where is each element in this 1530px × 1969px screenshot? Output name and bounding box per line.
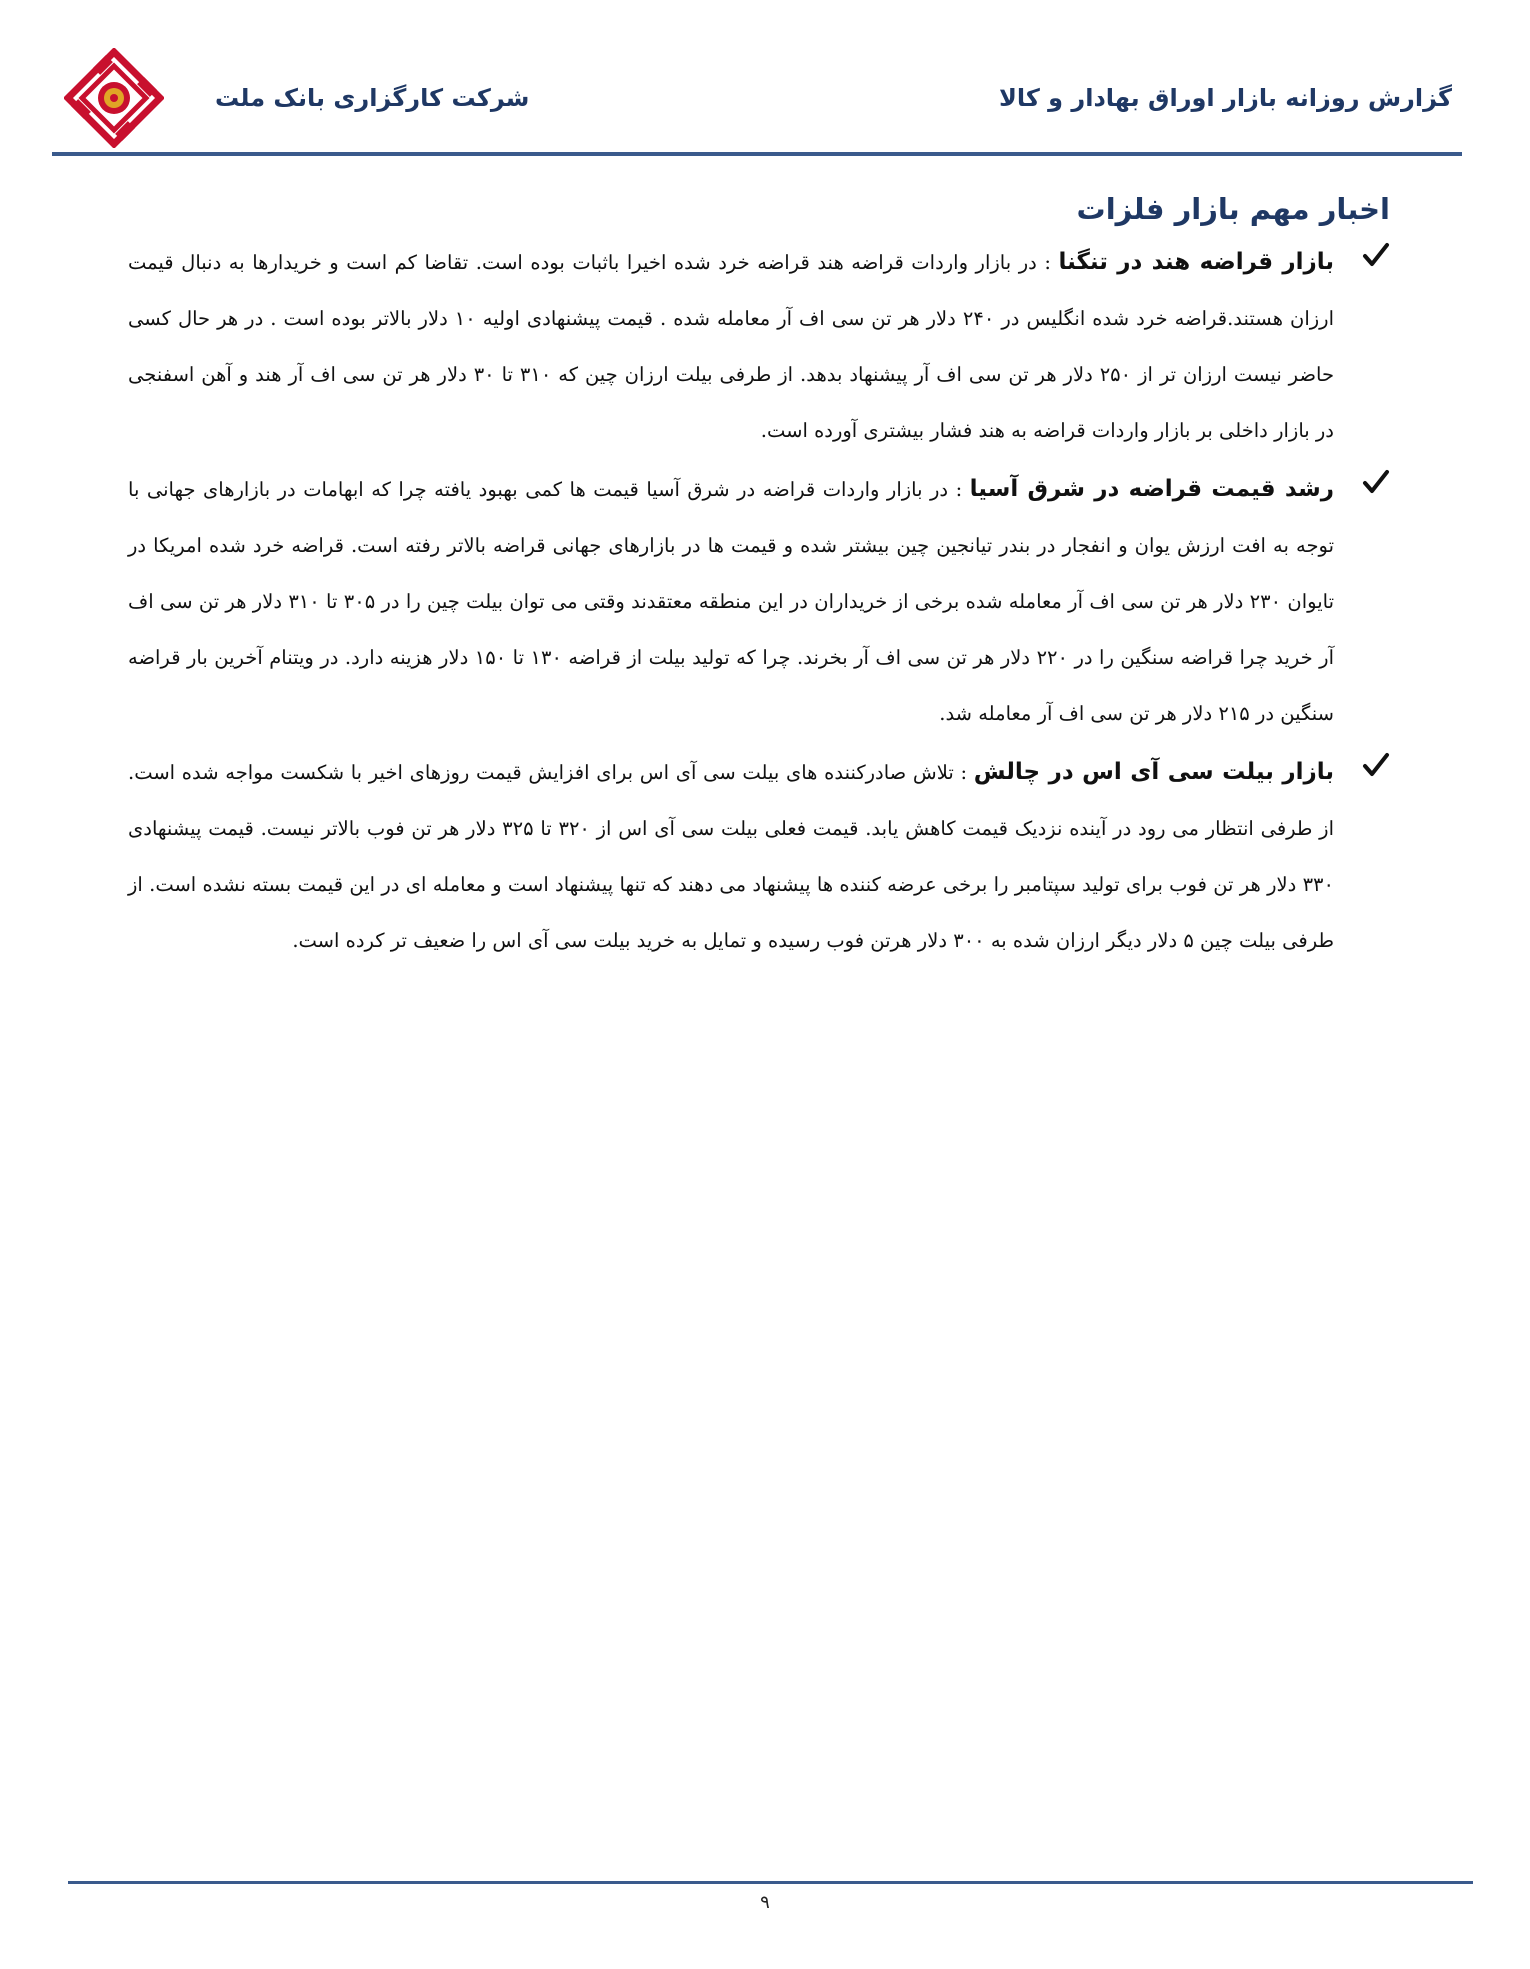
news-body: تلاش صادرکننده های بیلت سی آی اس برای افزایش قیمت روزهای اخیر با شکست مواجه شده است. از طرفی انتظار می رود در آینده نزدیک قیمت کاهش یابد. قیمت فعلی بیلت سی آی اس از ۳۲۰ تا ۳۲۵ دلار هر تن فوب بالاتر نیست. قیمت پیشنهادی ۳۳۰ دلار هر تن فوب برای تولید سپتامبر را برخی عرضه کننده ها پیشنهاد می دهند که تنها پیشنهاد است و معامله ای در این قیمت بسته نشده است. از طرفی بیلت چین ۵ دلار دیگر ارزان شده به ۳۰۰ دلار هرتن فوب رسیده و تمایل به خرید بیلت سی آی اس را ضعیف تر کرده است. [128, 761, 1335, 952]
checkmark-icon [1362, 469, 1390, 495]
section-title: اخبار مهم بازار فلزات [1076, 192, 1390, 226]
header-divider [52, 152, 1462, 156]
news-body: در بازار واردات قراضه در شرق آسیا قیمت ها کمی بهبود یافته چرا که ابهامات در بازارهای جهانی با توجه به افت ارزش یوان و انفجار در بندر تیانجین چین بیشتر شده و قیمت ها در بازارهای جهانی قراضه بالاتر رفته است. قراضه خرد شده امریکا در تایوان ۲۳۰ دلار هر تن سی اف آر معامله شده برخی از خریداران در این منطقه معتقدند وقتی می توان بیلت چین را در ۳۰۵ تا ۳۱۰ دلار هر تن سی اف آر خرید چرا قراضه سنگین را در ۲۲۰ دلار هر تن سی اف آر بخرند. چرا که تولید بیلت از قراضه ۱۳۰ تا ۱۵۰ دلار هزینه دارد. در ویتنام آخرین بار قراضه سنگین در ۲۱۵ دلار هر تن سی اف آر معامله شد. [128, 478, 1335, 725]
main-content [128, 180, 1390, 971]
news-paragraph [128, 234, 1334, 459]
news-item [128, 234, 1390, 459]
checkmark-icon [1362, 242, 1390, 268]
news-body: در بازار واردات قراضه هند قراضه خرد شده اخیرا باثبات بوده است. تقاضا کم است و خریدارها به دنبال قیمت ارزان هستند.قراضه خرد شده انگلیس در ۲۴۰ دلار هر تن سی اف آر معامله شده . قیمت پیشنهادی اولیه ۱۰ دلار بالاتر بوده است . در هر حال کسی حاضر نیست ارزان تر از ۲۵۰ دلار هر تن سی اف آر پیشنهاد بدهد. از طرفی بیلت ارزان چین که ۳۱۰ تا ۳۰ دلار هر تن سی اف آر هند و آهن اسفنجی در بازار داخلی بر بازار واردات قراضه به هند فشار بیشتری آورده است. [128, 251, 1334, 442]
news-heading: رشد قیمت قراضه در شرق آسیا [969, 476, 1335, 502]
bank-logo [64, 48, 164, 148]
news-separator: : [953, 761, 974, 784]
footer-divider [68, 1881, 1473, 1884]
page-number: ۹ [760, 1892, 770, 1913]
page-header [50, 38, 1460, 158]
news-paragraph [128, 744, 1334, 969]
news-paragraph [128, 461, 1334, 742]
news-item [128, 461, 1390, 742]
news-heading: بازار قراضه هند در تنگنا [1058, 249, 1335, 275]
checkmark-icon [1362, 752, 1390, 778]
news-item [128, 744, 1390, 969]
news-separator: : [1036, 251, 1059, 274]
news-separator: : [948, 478, 970, 501]
news-heading: بازار بیلت سی آی اس در چالش [973, 759, 1335, 785]
company-name: شرکت کارگزاری بانک ملت [215, 84, 530, 112]
report-title: گزارش روزانه بازار اوراق بهادار و کالا [998, 84, 1452, 112]
